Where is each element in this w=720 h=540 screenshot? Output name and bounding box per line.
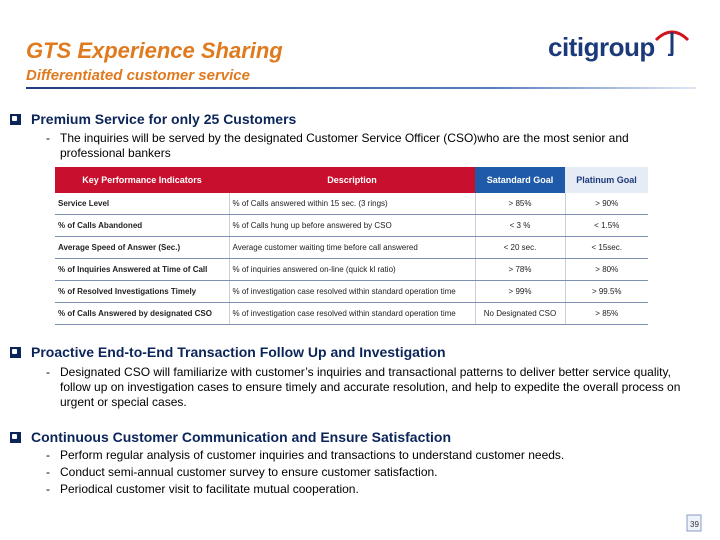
section-heading-communication: Continuous Customer Communication and Ensure Satisfaction xyxy=(10,429,451,445)
checkbox-bullet-icon xyxy=(10,114,21,125)
logo-wordmark: citigroup xyxy=(548,32,655,62)
section-item: - Designated CSO will familiarize with customer’s inquiries and transactional patterns to deliver better service quality, follow up on investigation cases to ensure timely and accurate resolution, and help to expedite the overall process on urgent or special cases. xyxy=(46,365,681,409)
table-row xyxy=(55,281,648,303)
kpi-cell: % of Calls Answered by designated CSO xyxy=(55,303,229,325)
section-item: - Conduct semi-annual customer survey to ensure customer satisfaction. xyxy=(46,465,438,479)
kpi-table xyxy=(55,167,648,325)
platinum-goal-cell: > 80% xyxy=(565,259,648,281)
platinum-goal-cell: < 1.5% xyxy=(565,215,648,237)
col-header-standard-goal: Satandard Goal xyxy=(475,167,565,193)
checkbox-bullet-icon xyxy=(10,432,21,443)
kpi-cell: Service Level xyxy=(55,193,229,215)
description-cell: % of investigation case resolved within standard operation time xyxy=(229,303,475,325)
standard-goal-cell: < 3 % xyxy=(475,215,565,237)
dash-bullet-icon: - xyxy=(46,482,50,496)
kpi-cell: % of Resolved Investigations Timely xyxy=(55,281,229,303)
page-title: GTS Experience Sharing xyxy=(26,38,283,63)
kpi-cell: % of Calls Abandoned xyxy=(55,215,229,237)
description-cell: % of inquiries answered on-line (quick kl ratio) xyxy=(229,259,475,281)
table-row xyxy=(55,237,648,259)
platinum-goal-cell: > 99.5% xyxy=(565,281,648,303)
section-item: - Perform regular analysis of customer inquiries and transactions to understand customer needs. xyxy=(46,448,565,462)
dash-bullet-icon: - xyxy=(46,365,50,379)
table-row xyxy=(55,193,648,215)
col-header-description: Description xyxy=(229,167,475,193)
dash-bullet-icon: - xyxy=(46,131,50,145)
header-rule xyxy=(26,87,696,89)
dash-bullet-icon: - xyxy=(46,448,50,462)
col-header-kpi: Key Performance Indicators xyxy=(55,167,229,193)
page-number: 39 xyxy=(690,520,699,529)
citigroup-logo xyxy=(548,26,698,66)
col-header-platinum-goal: Platinum Goal xyxy=(565,167,648,193)
checkbox-bullet-icon xyxy=(10,347,21,358)
section-item: - Periodical customer visit to facilitate mutual cooperation. xyxy=(46,482,359,496)
dash-bullet-icon: - xyxy=(46,465,50,479)
umbrella-icon xyxy=(652,26,692,56)
platinum-goal-cell: > 90% xyxy=(565,193,648,215)
platinum-goal-cell: > 85% xyxy=(565,303,648,325)
kpi-cell: % of Inquiries Answered at Time of Call xyxy=(55,259,229,281)
description-cell: % of investigation case resolved within standard operation time xyxy=(229,281,475,303)
section-heading-premium: Premium Service for only 25 Customers xyxy=(10,111,296,127)
table-row xyxy=(55,303,648,325)
section-item: - The inquiries will be served by the designated Customer Service Officer (CSO)who are the most senior and professional bankers xyxy=(46,131,629,160)
standard-goal-cell: > 78% xyxy=(475,259,565,281)
standard-goal-cell: No Designated CSO xyxy=(475,303,565,325)
standard-goal-cell: > 85% xyxy=(475,193,565,215)
table-row xyxy=(55,259,648,281)
section-heading-proactive: Proactive End-to-End Transaction Follow Up and Investigation xyxy=(10,344,446,360)
description-cell: % of Calls answered within 15 sec. (3 rings) xyxy=(229,193,475,215)
page-subtitle: Differentiated customer service xyxy=(26,67,250,84)
kpi-cell: Average Speed of Answer (Sec.) xyxy=(55,237,229,259)
table-header-row xyxy=(55,167,648,193)
description-cell: Average customer waiting time before call answered xyxy=(229,237,475,259)
standard-goal-cell: > 99% xyxy=(475,281,565,303)
platinum-goal-cell: < 15sec. xyxy=(565,237,648,259)
table-row xyxy=(55,215,648,237)
standard-goal-cell: < 20 sec. xyxy=(475,237,565,259)
description-cell: % of Calls hung up before answered by CSO xyxy=(229,215,475,237)
